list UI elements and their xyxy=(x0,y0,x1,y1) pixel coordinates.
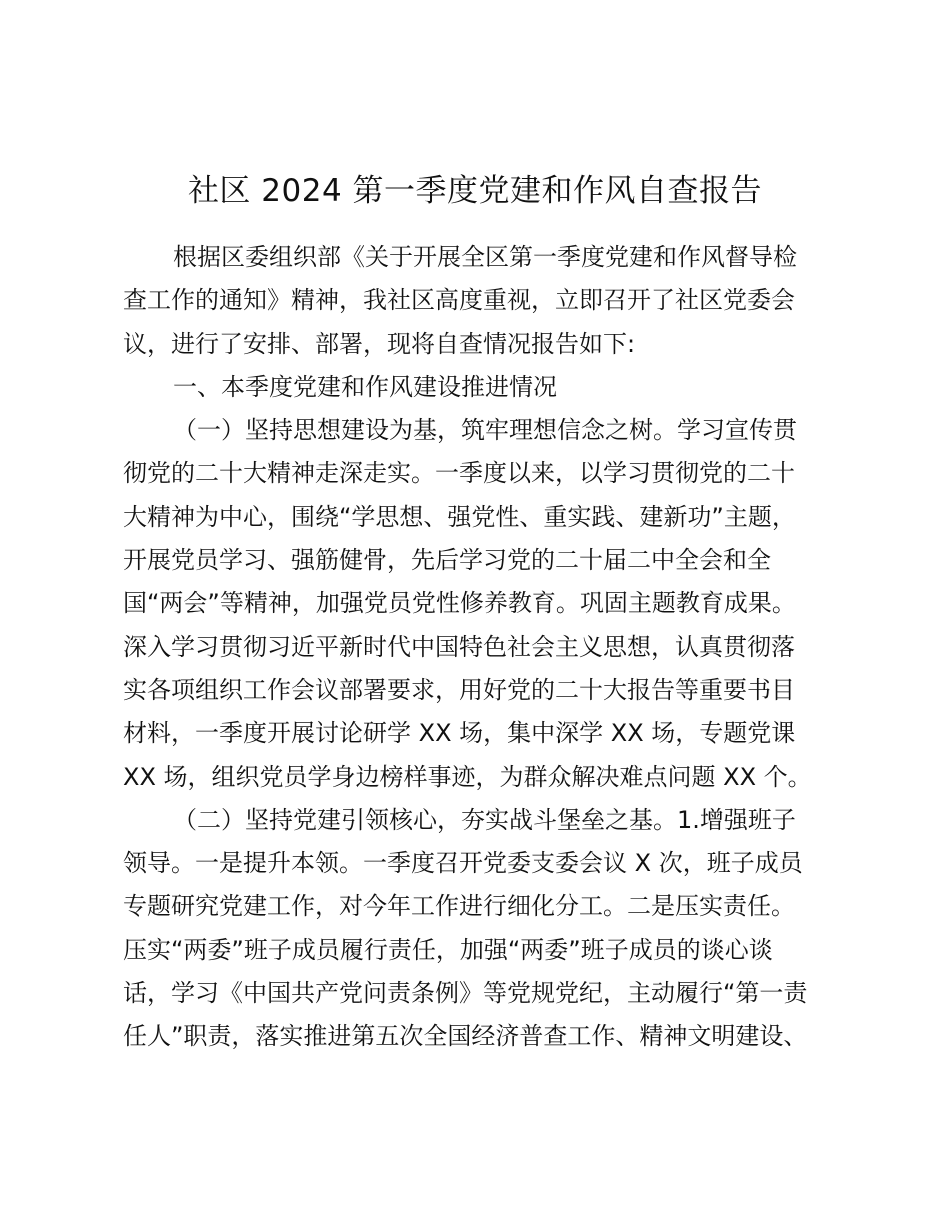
paragraph-line: 压实“两委”班子成员履行责任，加强“两委”班子成员的谈心谈 xyxy=(123,935,773,964)
paragraph-line: 彻党的二十大精神走深走实。一季度以来，以学习贯彻党的二十 xyxy=(123,459,795,488)
document-title: 社区 2024 第一季度党建和作风自查报告 xyxy=(187,173,763,209)
paragraph-line: （二）坚持党建引领核心，夯实战斗堡垒之基。1.增强班子 xyxy=(173,805,796,834)
paragraph-line: 大精神为中心，围绕“学思想、强党性、重实践、建新功”主题， xyxy=(123,502,796,531)
paragraph-line: 议，进行了安排、部署，现将自查情况报告如下: xyxy=(123,329,636,358)
paragraph-line: XX 场，组织党员学身边榜样事迹，为群众解决难点问题 XX 个。 xyxy=(123,762,812,791)
paragraph-line: 开展党员学习、强筋健骨，先后学习党的二十届二中全会和全 xyxy=(123,546,771,575)
paragraph-line: （一）坚持思想建设为基，筑牢理想信念之树。学习宣传贯 xyxy=(173,416,797,445)
paragraph-line: 材料，一季度开展讨论研学 XX 场，集中深学 XX 场，专题党课 xyxy=(123,719,796,748)
paragraph-line: 任人”职责，落实推进第五次全国经济普查工作、精神文明建设、 xyxy=(123,1022,808,1051)
paragraph-line: 实各项组织工作会议部署要求，用好党的二十大报告等重要书目 xyxy=(123,675,795,704)
document-body xyxy=(123,236,835,1059)
paragraph-line: 领导。一是提升本领。一季度召开党委支委会议 X 次，班子成员 xyxy=(123,849,803,878)
paragraph-line: 国“两会”等精神，加强党员党性修养教育。巩固主题教育成果。 xyxy=(123,589,796,618)
paragraph-line: 专题研究党建工作，对今年工作进行细化分工。二是压实责任。 xyxy=(123,892,795,921)
paragraph-line: 深入学习贯彻习近平新时代中国特色社会主义思想，认真贯彻落 xyxy=(123,632,795,661)
paragraph-line: 查工作的通知》精神，我社区高度重视，立即召开了社区党委会 xyxy=(123,286,795,315)
paragraph-line: 一、本季度党建和作风建设推进情况 xyxy=(173,372,557,401)
paragraph-line: 根据区委组织部《关于开展全区第一季度党建和作风督导检 xyxy=(173,243,797,271)
paragraph-line: 话，学习《中国共产党问责条例》等党规党纪，主动履行“第一责 xyxy=(123,979,808,1008)
